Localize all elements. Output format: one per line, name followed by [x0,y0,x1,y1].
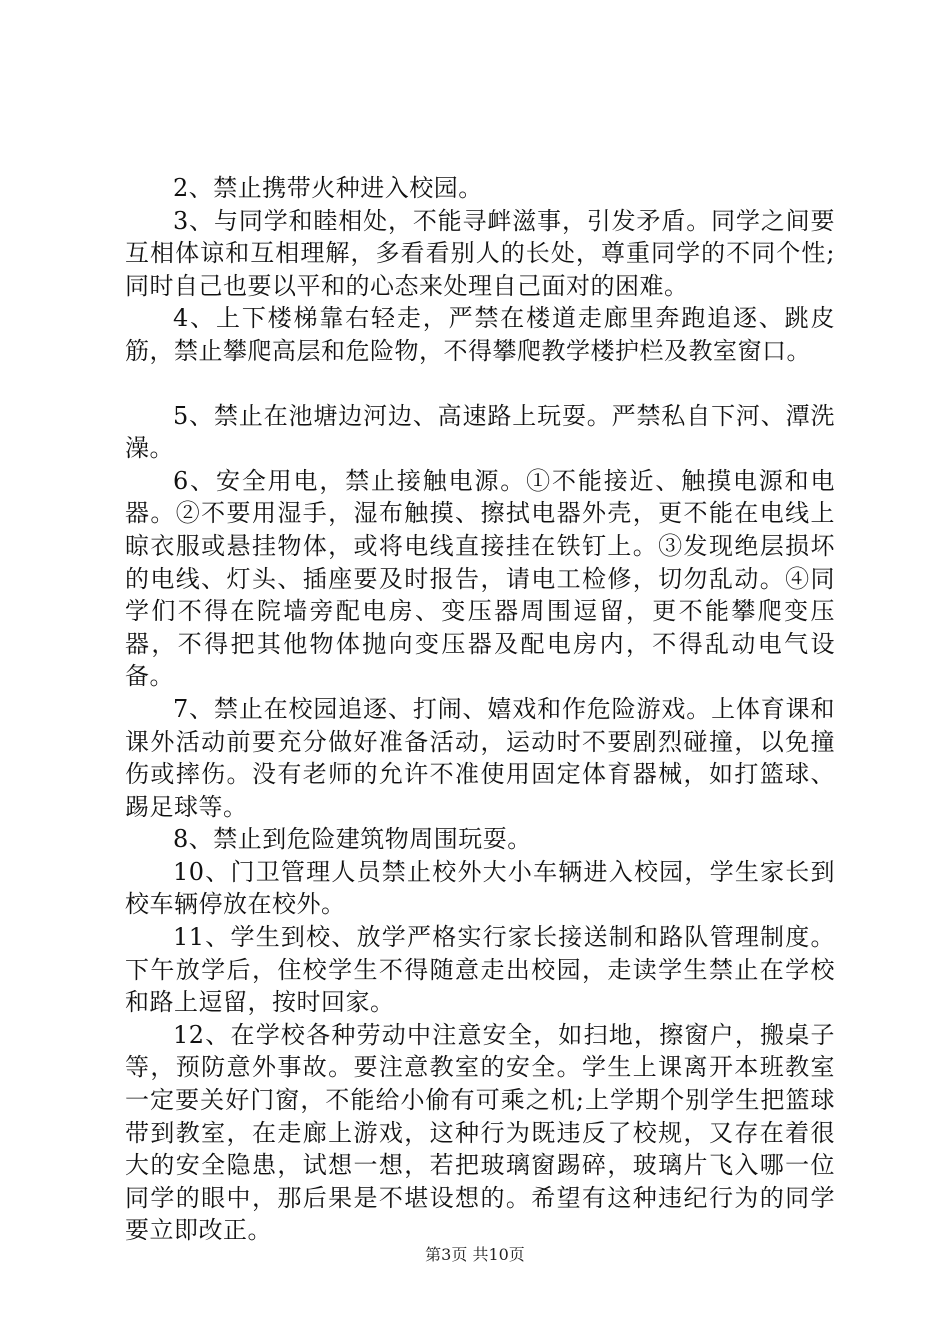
paragraph-item-3: 3、与同学和睦相处，不能寻衅滋事，引发矛盾。同学之间要互相体谅和互相理解，多看看别人的长处，尊重同学的不同个性;同时自己也要以平和的心态来处理自己面对的困难。 [125,206,835,300]
paragraph-item-4: 4、上下楼梯靠右轻走，严禁在楼道走廊里奔跑追逐、跳皮筋，禁止攀爬高层和危险物，不得攀爬教学楼护栏及教室窗口。 [125,304,835,365]
paragraph-item-11: 11、学生到校、放学严格实行家长接送制和路队管理制度。下午放学后，住校学生不得随意走出校园，走读学生禁止在学校和路上逗留，按时回家。 [125,923,835,1017]
paragraph-item-5: 5、禁止在池塘边河边、高速路上玩耍。严禁私自下河、潭洗澡。 [125,401,835,463]
paragraph-item-2: 2、禁止携带火种进入校园。 [173,174,483,202]
document-body [125,172,835,1247]
paragraph-item-12: 12、在学校各种劳动中注意安全，如扫地，擦窗户，搬桌子等，预防意外事故。要注意教室的安全。学生上课离开本班教室一定要关好门窗，不能给小偷有可乘之机;上学期个别学生把篮球带到教室，在走廊上游戏，这种行为既违反了校规，又存在着很大的安全隐患，试想一想，若把玻璃窗踢碎，玻璃片飞入哪一位同学的眼中，那后果是不堪设想的。希望有这种违纪行为的同学要立即改正。 [125,1020,835,1245]
page-number-footer: 第3页 共10页 [425,1245,525,1264]
paragraph-item-8: 8、禁止到危险建筑物周围玩耍。 [173,825,532,854]
paragraph-item-10: 10、门卫管理人员禁止校外大小车辆进入校园，学生家长到校车辆停放在校外。 [125,857,835,919]
paragraph-gap [125,368,835,400]
paragraph-item-7: 7、禁止在校园追逐、打闹、嬉戏和作危险游戏。上体育课和课外活动前要充分做好准备活动，运动时不要剧烈碰撞，以免撞伤或摔伤。没有老师的允许不准使用固定体育器械，如打篮球、踢足球等。 [125,694,835,821]
paragraph-item-6: 6、安全用电，禁止接触电源。①不能接近、触摸电源和电器。②不要用湿手，湿布触摸、擦拭电器外壳，更不能在电线上晾衣服或悬挂物体，或将电线直接挂在铁钉上。③发现绝层损坏的电线、灯头、插座要及时报告，请电工检修，切勿乱动。④同学们不得在院墙旁配电房、变压器周围逗留，更不能攀爬变压器，不得把其他物体抛向变压器及配电房内，不得乱动电气设备。 [125,466,835,691]
